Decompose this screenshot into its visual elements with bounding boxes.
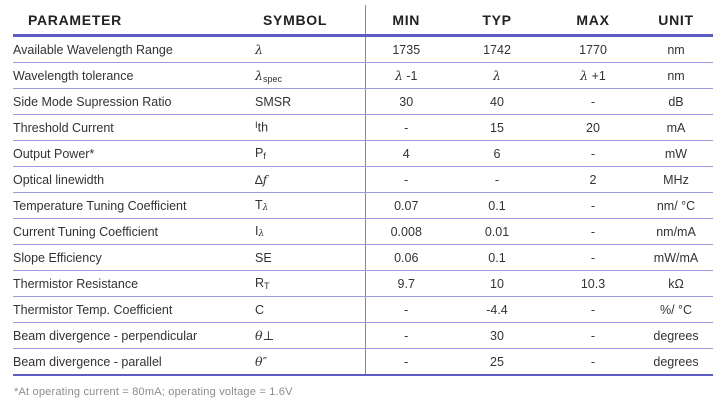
table-body — [13, 36, 713, 376]
typ-cell: 6 — [447, 141, 547, 167]
min-cell: 9.7 — [365, 271, 447, 297]
table-row — [13, 36, 713, 63]
max-cell: - — [547, 193, 639, 219]
parameter-cell: Output Power* — [13, 141, 255, 167]
max-cell: 10.3 — [547, 271, 639, 297]
symbol-cell: ∆f — [255, 167, 365, 193]
unit-cell: MHz — [639, 167, 713, 193]
parameter-cell: Thermistor Resistance — [13, 271, 255, 297]
typ-cell: 0.1 — [447, 245, 547, 271]
table-row — [13, 245, 713, 271]
table-row — [13, 349, 713, 376]
min-cell: 0.008 — [365, 219, 447, 245]
min-cell: 0.06 — [365, 245, 447, 271]
table-row — [13, 219, 713, 245]
parameter-cell: Slope Efficiency — [13, 245, 255, 271]
parameter-cell: Temperature Tuning Coefficient — [13, 193, 255, 219]
table-row — [13, 271, 713, 297]
table-row — [13, 323, 713, 349]
max-cell: - — [547, 245, 639, 271]
parameter-cell: Optical linewidth — [13, 167, 255, 193]
typ-cell: 10 — [447, 271, 547, 297]
min-cell: 1735 — [365, 36, 447, 63]
table-row — [13, 141, 713, 167]
unit-cell: mA — [639, 115, 713, 141]
parameter-cell: Beam divergence - parallel — [13, 349, 255, 376]
column-header-symbol: SYMBOL — [255, 5, 365, 36]
symbol-cell: θ″ — [255, 349, 365, 376]
footnote: *At operating current = 80mA; operating voltage = 1.6V — [14, 386, 293, 398]
min-cell: 0.07 — [365, 193, 447, 219]
column-header-unit: UNIT — [639, 5, 713, 36]
table-header — [13, 5, 713, 36]
min-cell: - — [365, 167, 447, 193]
unit-cell: mW — [639, 141, 713, 167]
table-row — [13, 167, 713, 193]
parameter-cell: Wavelength tolerance — [13, 63, 255, 89]
symbol-cell: θ⊥ — [255, 323, 365, 349]
typ-cell: 0.01 — [447, 219, 547, 245]
unit-cell: nm/ °C — [639, 193, 713, 219]
table-row — [13, 297, 713, 323]
max-cell: - — [547, 219, 639, 245]
column-header-min: MIN — [365, 5, 447, 36]
unit-cell: nm — [639, 36, 713, 63]
symbol-cell: Tλ — [255, 193, 365, 219]
unit-cell: %/ °C — [639, 297, 713, 323]
symbol-cell: Pf — [255, 141, 365, 167]
unit-cell: dB — [639, 89, 713, 115]
max-cell: - — [547, 349, 639, 376]
table-row — [13, 193, 713, 219]
parameter-cell: Side Mode Supression Ratio — [13, 89, 255, 115]
spec-table — [13, 5, 713, 376]
column-header-max: MAX — [547, 5, 639, 36]
unit-cell: nm — [639, 63, 713, 89]
symbol-cell: C — [255, 297, 365, 323]
parameter-cell: Beam divergence - perpendicular — [13, 323, 255, 349]
symbol-cell: λ — [255, 36, 365, 63]
typ-cell: λ — [447, 63, 547, 89]
symbol-cell: SMSR — [255, 89, 365, 115]
typ-cell: 0.1 — [447, 193, 547, 219]
parameter-cell: Thermistor Temp. Coefficient — [13, 297, 255, 323]
min-cell: - — [365, 115, 447, 141]
min-cell: 30 — [365, 89, 447, 115]
typ-cell: 15 — [447, 115, 547, 141]
symbol-cell: SE — [255, 245, 365, 271]
max-cell: - — [547, 323, 639, 349]
typ-cell: 30 — [447, 323, 547, 349]
min-cell: - — [365, 297, 447, 323]
parameter-cell: Threshold Current — [13, 115, 255, 141]
max-cell: 1770 — [547, 36, 639, 63]
unit-cell: kΩ — [639, 271, 713, 297]
max-cell: - — [547, 89, 639, 115]
typ-cell: 25 — [447, 349, 547, 376]
max-cell: λ +1 — [547, 63, 639, 89]
typ-cell: - — [447, 167, 547, 193]
symbol-cell: RT — [255, 271, 365, 297]
typ-cell: 1742 — [447, 36, 547, 63]
max-cell: - — [547, 297, 639, 323]
min-cell: λ -1 — [365, 63, 447, 89]
max-cell: 2 — [547, 167, 639, 193]
symbol-cell: λspec — [255, 63, 365, 89]
parameter-cell: Available Wavelength Range — [13, 36, 255, 63]
typ-cell: 40 — [447, 89, 547, 115]
header-row — [13, 5, 713, 36]
min-cell: 4 — [365, 141, 447, 167]
table-row — [13, 89, 713, 115]
symbol-cell: Iλ — [255, 219, 365, 245]
symbol-cell: $^I$th — [255, 115, 365, 141]
max-cell: - — [547, 141, 639, 167]
table-row — [13, 115, 713, 141]
column-header-parameter: PARAMETER — [13, 5, 255, 36]
min-cell: - — [365, 323, 447, 349]
unit-cell: mW/mA — [639, 245, 713, 271]
unit-cell: degrees — [639, 349, 713, 376]
min-cell: - — [365, 349, 447, 376]
parameter-cell: Current Tuning Coefficient — [13, 219, 255, 245]
max-cell: 20 — [547, 115, 639, 141]
unit-cell: degrees — [639, 323, 713, 349]
unit-cell: nm/mA — [639, 219, 713, 245]
table-row — [13, 63, 713, 89]
column-header-typ: TYP — [447, 5, 547, 36]
typ-cell: -4.4 — [447, 297, 547, 323]
